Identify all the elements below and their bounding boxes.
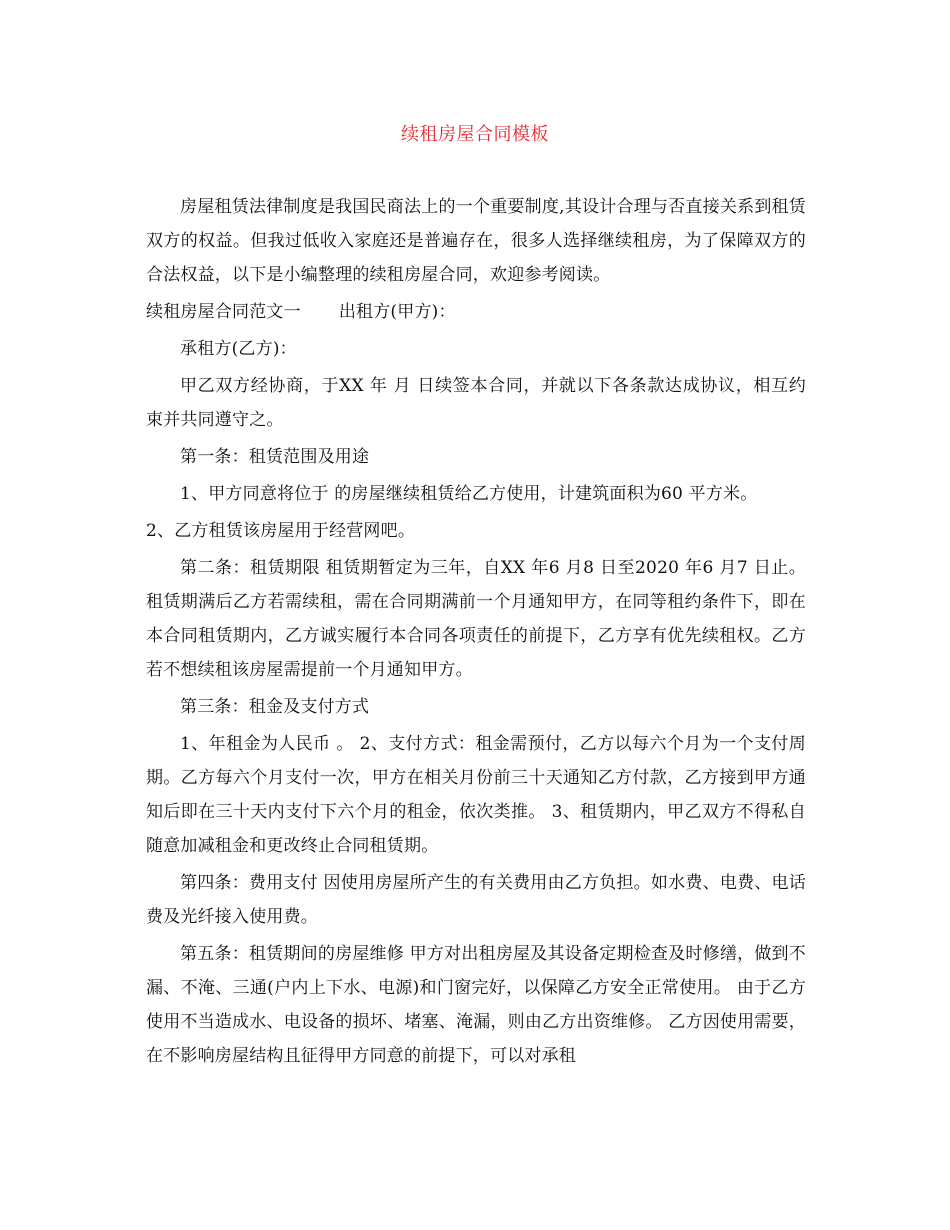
article-1-title: 第一条：租赁范围及用途 <box>180 447 370 467</box>
sample-heading-line <box>146 295 806 329</box>
sample-heading: 续租房屋合同范文一 <box>146 302 301 322</box>
agreement-paragraph: 甲乙双方经协商，于XX 年 月 日续签本合同，并就以下各条款达成协议，相互约束并共同遵守之。 <box>146 376 806 430</box>
lessor-label: 出租方(甲方)： <box>338 302 456 322</box>
article-3-paragraph: 1、年租金为人民币 。 2、支付方式：租金需预付，乙方以每六个月为一个支付周期。乙方每六个月支付一次，甲方在相关月份前三十天通知乙方付款，乙方接到甲方通知后即在三十天内支付下六个月的租金，依次类推。 3、租赁期内，甲乙双方不得私自随意加减租金和更改终止合同租赁期。 <box>146 734 806 856</box>
article-1-item-2: 2、乙方租赁该房屋用于经营网吧。 <box>146 521 416 541</box>
document-title: 续租房屋合同模板 <box>401 124 549 145</box>
article-1-item-1: 1、甲方同意将位于 的房屋继续租赁给乙方使用，计建筑面积为60 平方米。 <box>180 484 758 504</box>
intro-paragraph: 房屋租赁法律制度是我国民商法上的一个重要制度,其设计合理与否直接关系到租赁双方的权益。但我过低收入家庭还是普遍存在，很多人选择继续租房，为了保障双方的合法权益，以下是小编整理的续租房屋合同，欢迎参考阅读。 <box>146 197 806 285</box>
article-2-paragraph: 第二条：租赁期限 租赁期暂定为三年，自XX 年6 月8 日至2020 年6 月7 日止。租赁期满后乙方若需续租，需在合同期满前一个月通知甲方，在同等租约条件下，即在本合同租赁期内，乙方诚实履行本合同各项责任的前提下，乙方享有优先续租权。乙方若不想续租该房屋需提前一个月通知甲方。 <box>146 558 806 680</box>
article-5-paragraph: 第五条：租赁期间的房屋维修 甲方对出租房屋及其设备定期检查及时修缮，做到不漏、不淹、三通(户内上下水、电源)和门窗完好，以保障乙方安全正常使用。 由于乙方使用不当造成水、电设备的损坏、堵塞、淹漏，则由乙方出资维修。 乙方因使用需要，在不影响房屋结构且征得甲方同意的前提下，可以对承租 <box>146 944 806 1066</box>
lessee-label: 承租方(乙方)： <box>180 339 297 359</box>
article-4-paragraph: 第四条：费用支付 因使用房屋所产生的有关费用由乙方负担。如水费、电费、电话费及光纤接入使用费。 <box>146 873 806 927</box>
article-3-title: 第三条：租金及支付方式 <box>180 697 370 717</box>
document-body <box>146 190 806 1076</box>
